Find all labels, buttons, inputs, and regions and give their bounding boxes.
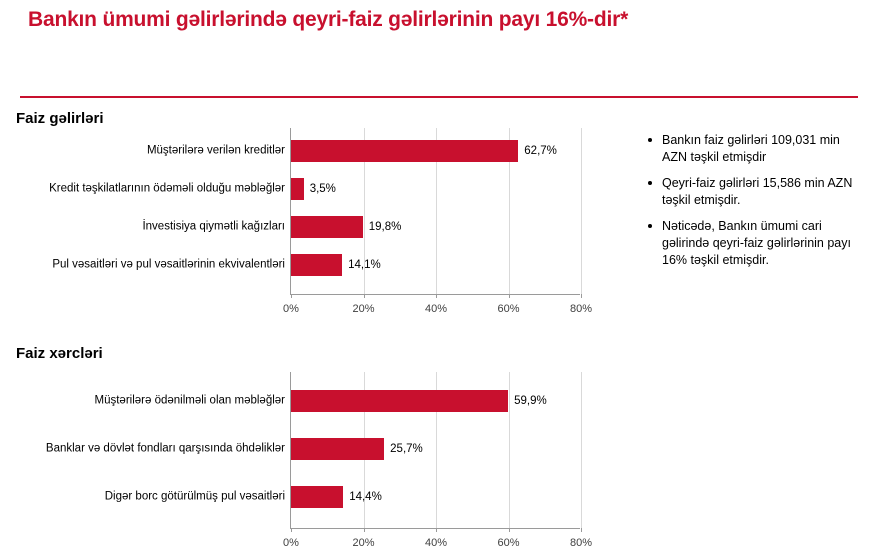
bar-row xyxy=(52,254,381,276)
x-axis-interest-income xyxy=(290,294,580,295)
x-tick-label: 20% xyxy=(352,303,375,315)
bar-row xyxy=(49,178,336,200)
gridline xyxy=(581,372,582,528)
x-axis-interest-expense xyxy=(290,528,580,529)
bar-row xyxy=(45,438,423,460)
category-label: Müştərilərə ödənilməli olan məbləğlər xyxy=(94,394,285,407)
x-tick-label: 0% xyxy=(283,303,299,315)
bar xyxy=(291,438,384,460)
category-label: Müştərilərə verilən kreditlər xyxy=(146,144,285,157)
bar-value-label: 14,4% xyxy=(349,491,382,503)
category-label: Banklar və dövlət fondları qarşısında öhdəliklər xyxy=(45,442,285,455)
section-label-interest-expense: Faiz xərcləri xyxy=(16,345,103,362)
bar xyxy=(291,178,304,200)
x-tick-label: 60% xyxy=(497,537,520,549)
bar-row xyxy=(94,390,547,412)
list-item xyxy=(645,218,867,269)
x-tick-label: 40% xyxy=(424,537,448,549)
bar xyxy=(291,216,363,238)
section-label-interest-income: Faiz gəlirləri xyxy=(16,110,104,127)
x-tick-label: 60% xyxy=(497,303,520,315)
category-label: Kredit təşkilatlarının ödəməli olduğu məbləğlər xyxy=(49,182,285,195)
bar-value-label: 19,8% xyxy=(368,221,402,233)
chart-interest-income xyxy=(0,128,640,318)
bar-row xyxy=(104,486,382,508)
bar-row xyxy=(142,216,402,238)
bullet-text: Nəticədə, Bankın ümumi cari gəlirində qeyri-faiz gəlirlərinin payı 16% təşkil etmişdir. xyxy=(662,219,851,267)
axis-tick xyxy=(581,528,582,532)
bullet-dot-icon xyxy=(648,138,652,142)
plot-area-interest-income xyxy=(49,128,640,315)
x-tick-label: 0% xyxy=(283,537,299,549)
gridline xyxy=(581,128,582,294)
bar xyxy=(291,486,343,508)
category-label: Digər borc götürülmüş pul vəsaitləri xyxy=(104,490,285,503)
x-tick-label: 20% xyxy=(352,537,375,549)
bar-value-label: 3,5% xyxy=(309,183,336,195)
bullet-dot-icon xyxy=(648,224,652,228)
category-label: İnvestisiya qiymətli kağızları xyxy=(142,220,285,233)
bar-row xyxy=(146,140,557,162)
page-title: Bankın ümumi gəlirlərində qeyri-faiz gəlirlərinin payı 16%-dir* xyxy=(28,8,629,31)
bullet-text: Bankın faiz gəlirləri 109,031 min AZN təşkil etmişdir xyxy=(662,133,840,164)
x-tick-label: 80% xyxy=(569,537,593,549)
x-tick-label: 80% xyxy=(569,303,593,315)
bar-value-label: 62,7% xyxy=(524,145,557,157)
bar-value-label: 25,7% xyxy=(390,443,423,455)
bar-value-label: 14,1% xyxy=(348,259,381,271)
bar xyxy=(291,390,508,412)
bar xyxy=(291,140,518,162)
x-tick-label: 40% xyxy=(424,303,448,315)
list-item xyxy=(645,175,867,209)
plot-area-interest-expense xyxy=(45,372,640,549)
bar xyxy=(291,254,342,276)
bullet-list xyxy=(645,132,867,278)
category-label: Pul vəsaitləri və pul vəsaitlərinin ekvivalentləri xyxy=(52,258,285,271)
title-divider xyxy=(20,96,858,98)
axis-tick xyxy=(581,294,582,298)
bar-value-label: 59,9% xyxy=(514,395,547,407)
chart-interest-expense xyxy=(0,372,640,552)
gridline xyxy=(509,372,510,528)
bullet-dot-icon xyxy=(648,181,652,185)
bullet-text: Qeyri-faiz gəlirləri 15,586 min AZN təşkil etmişdir. xyxy=(662,176,853,207)
list-item xyxy=(645,132,867,166)
